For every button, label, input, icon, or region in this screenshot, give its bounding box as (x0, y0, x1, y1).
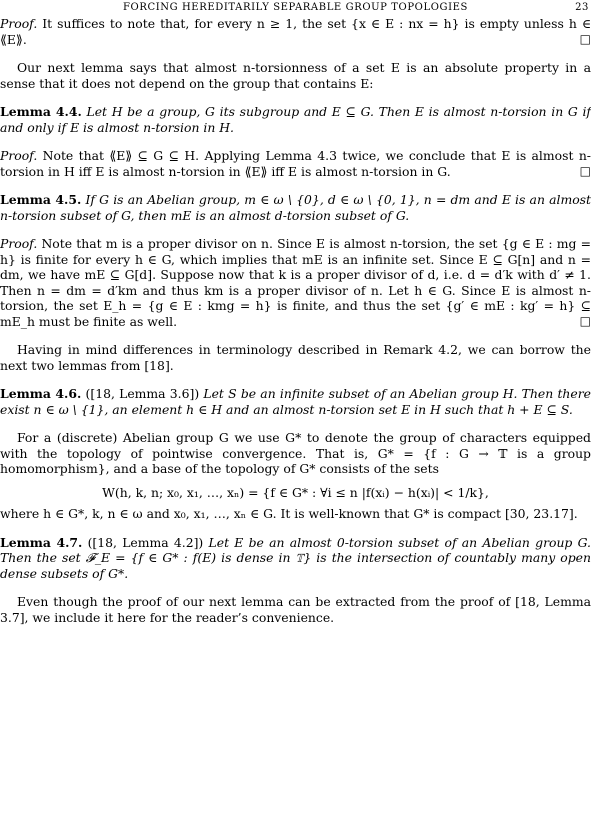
lemma-statement: Let S be an infinite subset of an Abelian group H. Then there exist n ∈ ω \ {1}, an element h ∈ H and an almost n-torsion set E in H such that h + E ⊆ S. (0, 386, 591, 417)
page-number: 23 (575, 2, 589, 13)
paragraph-absolute-property: Our next lemma says that almost n-torsionness of a set E is an absolute property in a sense that it does not depend on the group that contains E: (0, 60, 591, 91)
paragraph-next-lemma: Even though the proof of our next lemma can be extracted from the proof of [18, Lemma 3.7], we include it here for the reader’s convenience. (0, 594, 591, 625)
lemma-statement: Let H be a group, G its subgroup and E ⊆ G. Then E is almost n-torsion in G if and only if E is almost n-torsion in H. (0, 104, 591, 135)
running-header (0, 0, 591, 14)
proof-label: Proof. (0, 16, 38, 31)
lemma-citation: ([18, Lemma 3.6]) (81, 386, 200, 401)
paragraph-borrow-lemmas: Having in mind differences in terminology described in Remark 4.2, we can borrow the next two lemmas from [18]. (0, 342, 591, 373)
display-equation: W(h, k, n; x₀, x₁, …, xₙ) = {f ∈ G* : ∀i ≤ n |f(xᵢ) − h(xᵢ)| < 1/k}, (102, 484, 489, 500)
proof-4-5 (0, 236, 591, 329)
lemma-label: Lemma 4.4. (0, 104, 82, 119)
paragraph-character-group: For a (discrete) Abelian group G we use G* to denote the group of characters equipped with the topology of pointwise convergence. That is, G* = {f : G → 𝕋 is a group homomorphism}, and a base of the topology of G* consists of the sets (0, 430, 591, 476)
proof-label: Proof. (0, 236, 38, 251)
proof-text: Note that m is a proper divisor on n. Since E is almost n-torsion, the set {g ∈ E : mg = h} is finite for every h ∈ G, which implies that mE is an infinite set. Since E ⊆ G[n] and n = dm, we have mE ⊆ G[d]. Suppose now that k is a proper divisor of d, i.e. d = d′k with d′ ≠ 1. Then n = dm = d′km and thus km is a proper divisor of n. Let h ∈ G. Since E is almost n-torsion, the set E_h = {g ∈ E : kmg = h} is finite, and thus the set {g′ ∈ mE : kg′ = h} ⊆ mE_h must be finite as well. (0, 236, 591, 329)
proof-4-4 (0, 148, 591, 179)
lemma-citation: ([18, Lemma 4.2]) (82, 534, 204, 550)
qed-icon: □ (579, 31, 591, 46)
lemma-label: Lemma 4.5. (0, 192, 82, 207)
lemma-statement: Let E be an almost 0-torsion subset of an Abelian group G. Then the set 𝓕_E = {f ∈ G* : f(E) is dense in 𝕋} is the intersection of countably many open dense subsets of G*. (0, 534, 591, 581)
lemma-4-6 (0, 386, 591, 417)
proof-text: Note that ⟪E⟫ ⊆ G ⊆ H. Applying Lemma 4.3 twice, we conclude that E is almost n-torsion in H iff E is almost n-torsion in ⟪E⟫ iff E is almost n-torsion in G. (0, 148, 591, 179)
lemma-4-5 (0, 192, 591, 223)
page-body (0, 16, 591, 625)
lemma-label: Lemma 4.7. (0, 534, 83, 550)
proof-text: It suffices to note that, for every n ≥ 1, the set {x ∈ E : nx = h} is empty unless h ∈ ⟪E⟫. (0, 16, 591, 47)
lemma-4-4 (0, 104, 591, 135)
proof-4-3 (0, 16, 591, 47)
lemma-4-7 (0, 535, 591, 582)
header-title: FORCING HEREDITARILY SEPARABLE GROUP TOPOLOGIES (123, 2, 468, 13)
proof-label: Proof. (0, 148, 38, 163)
qed-icon: □ (579, 313, 591, 328)
qed-icon: □ (579, 163, 591, 178)
lemma-statement: If G is an Abelian group, m ∈ ω \ {0}, d ∈ ω \ {0, 1}, n = dm and E is an almost n-torsion subset of G, then mE is an almost d-torsion subset of G. (0, 192, 591, 223)
lemma-label: Lemma 4.6. (0, 386, 82, 401)
paragraph-compact: where h ∈ G*, k, n ∈ ω and x₀, x₁, …, xₙ ∈ G. It is well-known that G* is compact [30, 23.17]. (0, 506, 578, 521)
